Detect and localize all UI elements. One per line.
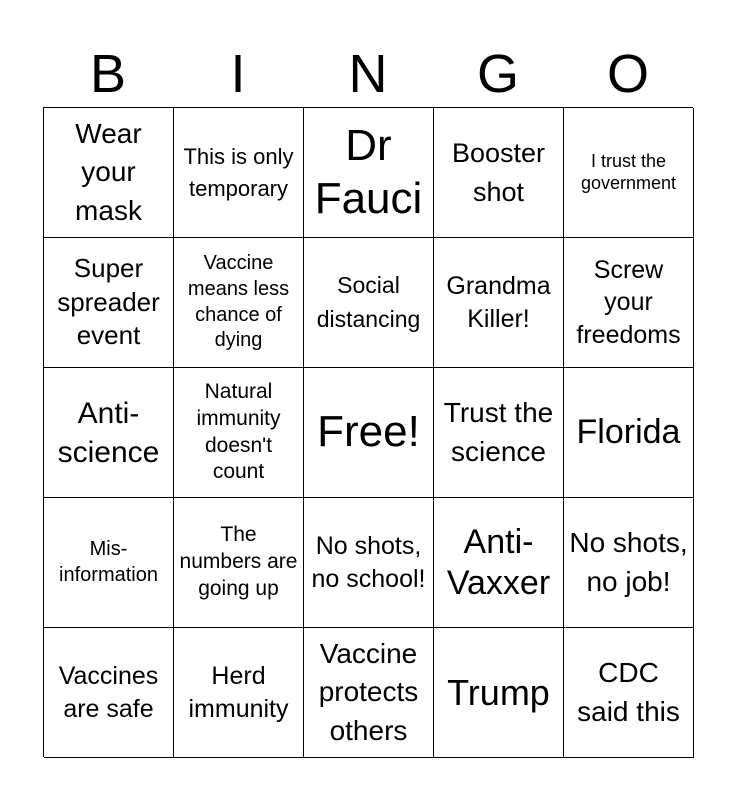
bingo-cell[interactable] <box>564 498 694 628</box>
cell-text: Trump <box>447 671 550 713</box>
bingo-cell[interactable] <box>174 498 304 628</box>
bingo-cell[interactable] <box>564 368 694 498</box>
bingo-cell[interactable] <box>174 238 304 368</box>
bingo-cell[interactable] <box>304 108 434 238</box>
cell-text: Florida <box>576 413 681 452</box>
bingo-cell[interactable] <box>564 238 694 368</box>
bingo-cell[interactable] <box>434 368 564 498</box>
bingo-cell[interactable] <box>174 628 304 758</box>
bingo-cell[interactable] <box>304 368 434 498</box>
bingo-cell[interactable] <box>174 108 304 238</box>
bingo-cell[interactable] <box>44 498 174 628</box>
cell-text: Herd immunity <box>188 662 289 723</box>
bingo-cell[interactable] <box>44 368 174 498</box>
header-letter-g: G <box>476 44 519 104</box>
cell-text: Wear your mask <box>75 117 142 226</box>
cell-text: Social distancing <box>316 272 421 332</box>
bingo-cell[interactable] <box>434 238 564 368</box>
cell-text: Dr Fauci <box>314 120 423 223</box>
cell-text: No shots, no job! <box>569 526 688 597</box>
header-letter-n: N <box>348 44 388 104</box>
header-letter-b: B <box>89 44 127 104</box>
cell-text: Anti-science <box>57 396 160 469</box>
cell-text: Anti-Vaxxer <box>446 522 551 602</box>
bingo-cell[interactable] <box>434 108 564 238</box>
cell-text: Screw your freedoms <box>576 255 681 349</box>
bingo-cell[interactable] <box>304 628 434 758</box>
bingo-cell[interactable] <box>44 238 174 368</box>
header-letter-o: O <box>606 44 649 104</box>
cell-text: Vaccines are safe <box>58 662 159 723</box>
cell-text: I trust the government <box>580 150 677 193</box>
header-letter-i: I <box>230 44 246 104</box>
bingo-cell[interactable] <box>564 628 694 758</box>
cell-text: Trust the science <box>443 396 554 467</box>
bingo-grid <box>43 107 693 757</box>
cell-text: This is only temporary <box>183 143 294 201</box>
bingo-cell[interactable] <box>564 108 694 238</box>
cell-text: Booster shot <box>451 138 546 207</box>
bingo-cell[interactable] <box>174 368 304 498</box>
cell-text: Vaccine protects others <box>318 637 419 746</box>
cell-text: No shots, no school! <box>311 532 426 593</box>
cell-text: Vaccine means less chance of dying <box>187 252 290 352</box>
bingo-header <box>43 40 693 108</box>
cell-text: Natural immunity doesn't count <box>196 379 281 484</box>
cell-text: CDC said this <box>577 656 680 727</box>
bingo-cell[interactable] <box>44 108 174 238</box>
bingo-cell[interactable] <box>434 628 564 758</box>
cell-text: Super spreader event <box>57 252 160 351</box>
free-space: Free! <box>317 407 420 457</box>
cell-text: The numbers are going up <box>179 523 298 600</box>
bingo-cell[interactable] <box>434 498 564 628</box>
cell-text: Grandma Killer! <box>446 272 551 333</box>
cell-text: Mis-information <box>59 537 158 586</box>
bingo-cell[interactable] <box>44 628 174 758</box>
bingo-cell[interactable] <box>304 498 434 628</box>
bingo-cell[interactable] <box>304 238 434 368</box>
